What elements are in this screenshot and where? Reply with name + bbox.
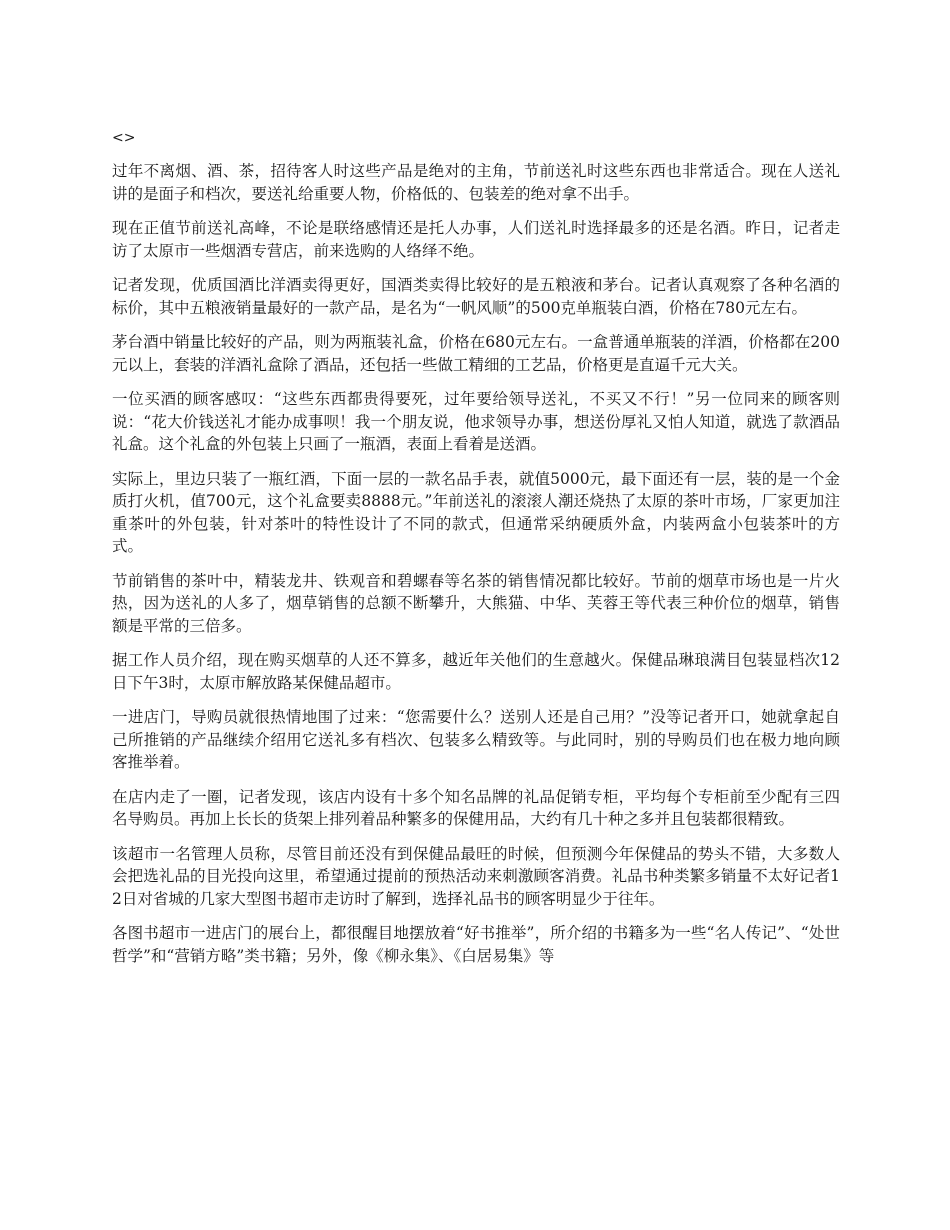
paragraph-4: 茅台酒中销量比较好的产品，则为两瓶装礼盒，价格在680元左右。一盒普通单瓶装的洋酒，价格都在200元以上，套装的洋酒礼盒除了酒品，还包括一些做工精细的工艺品，价格更是直逼千元大关。 (112, 333, 840, 374)
paragraph-9: 一进店门，导购员就很热情地围了过来：“您需要什么？送别人还是自己用？”没等记者开口，她就拿起自己所推销的产品继续介绍用它送礼多有档次、包装多么精致等。与此同时，别的导购员们也在极力地向顾客推举着。 (112, 708, 840, 771)
paragraph-10: 在店内走了一圈，记者发现，该店内设有十多个知名品牌的礼品促销专柜，平均每个专柜前至少配有三四名导购员。再加上长长的货架上排列着品种繁多的保健用品，大约有几十种之多并且包装都很精致。 (112, 787, 840, 828)
paragraph-1: 过年不离烟、酒、茶，招待客人时这些产品是绝对的主角，节前送礼时这些东西也非常适合。现在人送礼讲的是面子和档次，要送礼给重要人物，价格低的、包装差的绝对拿不出手。 (112, 162, 840, 203)
paragraph-3: 记者发现，优质国酒比洋酒卖得更好，国酒类卖得比较好的是五粮液和茅台。记者认真观察了各种名酒的标价，其中五粮液销量最好的一款产品，是名为“一帆风顺”的500克单瓶装白酒，价格在780元左右。 (112, 276, 840, 317)
paragraph-2: 现在正值节前送礼高峰，不论是联络感情还是托人办事，人们送礼时选择最多的还是名酒。昨日，记者走访了太原市一些烟酒专营店，前来选购的人络绎不绝。 (112, 219, 840, 260)
paragraph-7: 节前销售的茶叶中，精装龙井、铁观音和碧螺春等名茶的销售情况都比较好。节前的烟草市场也是一片火热，因为送礼的人多了，烟草销售的总额不断攀升，大熊猫、中华、芙蓉王等代表三种价位的烟草，销售额是平常的三倍多。 (112, 571, 840, 635)
document-page (112, 128, 840, 979)
paragraph-8: 据工作人员介绍，现在购买烟草的人还不算多，越近年关他们的生意越火。保健品琳琅满目包装显档次12日下午3时，太原市解放路某保健品超市。 (112, 651, 840, 692)
paragraph-5: 一位买酒的顾客感叹：“这些东西都贵得要死，过年要给领导送礼，不买又不行！”另一位同来的顾客则说：“花大价钱送礼才能办成事呗！我一个朋友说，他求领导办事，想送份厚礼又怕人知道，就选了款酒品礼盒。这个礼盒的外包装上只画了一瓶酒，表面上看着是送酒。 (112, 390, 840, 453)
paragraph-6: 实际上，里边只装了一瓶红酒，下面一层的一款名品手表，就值5000元，最下面还有一层，装的是一个金质打火机，值700元，这个礼盒要卖8888元。”年前送礼的滚滚人潮还烧热了太原的茶叶市场，厂家更加注重茶叶的外包装，针对茶叶的特性设计了不同的款式，但通常采纳硬质外盒，内装两盒小包装茶叶的方式。 (112, 469, 840, 555)
paragraph-11: 该超市一名管理人员称，尽管目前还没有到保健品最旺的时候，但预测今年保健品的势头不错，大多数人会把选礼品的目光投向这里，希望通过提前的预热活动来刺激顾客消费。礼品书种类繁多销量不太好记者12日对省城的几家大型图书超市走访时了解到，选择礼品书的顾客明显少于往年。 (112, 844, 840, 908)
document-marker: <> (112, 130, 136, 146)
paragraph-12: 各图书超市一进店门的展台上，都很醒目地摆放着“好书推举”，所介绍的书籍多为一些“名人传记”、“处世哲学”和“营销方略”类书籍；另外，像《柳永集》、《白居易集》等 (112, 924, 840, 965)
